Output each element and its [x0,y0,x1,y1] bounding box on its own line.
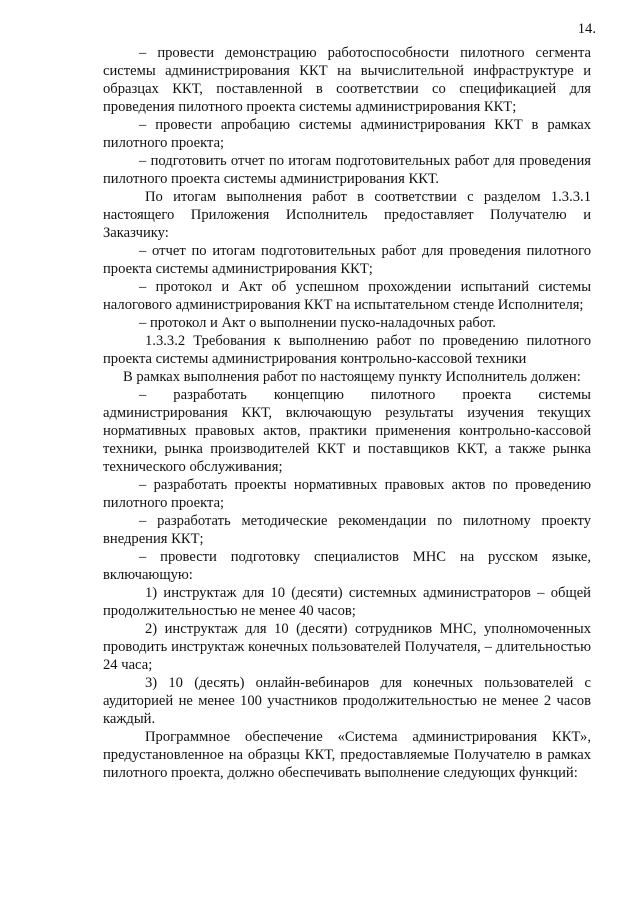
paragraph: – разработать методические рекомендации по пилотному проекту внедрения ККТ; [103,513,591,547]
section-title: 1.3.3.2 Требования к выполнению работ по проведению пилотного проекта системы администрирования контрольно-кассовой техники [103,333,591,367]
paragraph: – разработать проекты нормативных правовых актов по проведению пилотного проекта; [103,477,591,511]
document-body [103,44,591,782]
list-item: 3) 10 (десять) онлайн-вебинаров для конечных пользователей с аудиторией не менее 100 участников продолжительностью не менее 2 часов каждый. [103,675,591,727]
paragraph: – провести демонстрацию работоспособности пилотного сегмента системы администрирования ККТ на вычислительной инфраструктуре и образцах ККТ, поставленной в соответствии со спецификацией для проведения пилотного проекта системы администрирования ККТ; [103,45,591,115]
paragraph: В рамках выполнения работ по настоящему пункту Исполнитель должен: [123,369,581,385]
paragraph: – отчет по итогам подготовительных работ для проведения пилотного проекта системы администрирования ККТ; [103,243,591,277]
paragraph: – протокол и Акт о выполнении пуско-наладочных работ. [139,315,496,331]
paragraph: – провести подготовку специалистов МНС на русском языке, включающую: [103,549,591,583]
paragraph: – подготовить отчет по итогам подготовительных работ для проведения пилотного проекта системы администрирования ККТ. [103,153,591,187]
paragraph: – протокол и Акт об успешном прохождении испытаний системы налогового администрирования ККТ на испытательном стенде Исполнителя; [103,279,591,313]
paragraph: По итогам выполнения работ в соответствии с разделом 1.3.3.1 настоящего Приложения Исполнитель предоставляет Получателю и Заказчику: [103,189,591,241]
list-item: 2) инструктаж для 10 (десяти) сотрудников МНС, уполномоченных проводить инструктаж конечных пользователей Получателя, – длительностью 24 часа; [103,621,591,673]
page-number: 14. [577,21,596,37]
paragraph: Программное обеспечение «Система администрирования ККТ», предустановленное на образцы ККТ, предоставляемые Получателю в рамках пилотного проекта, должно обеспечивать выполнение следующих функций: [103,729,591,781]
list-item: 1) инструктаж для 10 (десяти) системных администраторов – общей продолжительностью не менее 40 часов; [103,585,591,619]
paragraph: – провести апробацию системы администрирования ККТ в рамках пилотного проекта; [103,117,591,151]
paragraph: – разработать концепцию пилотного проекта системы администрирования ККТ, включающую результаты изучения текущих нормативных правовых актов, практики применения контрольно-кассовой техники, рынка производителей ККТ и поставщиков ККТ, а также рынка технического обслуживания; [103,387,591,475]
